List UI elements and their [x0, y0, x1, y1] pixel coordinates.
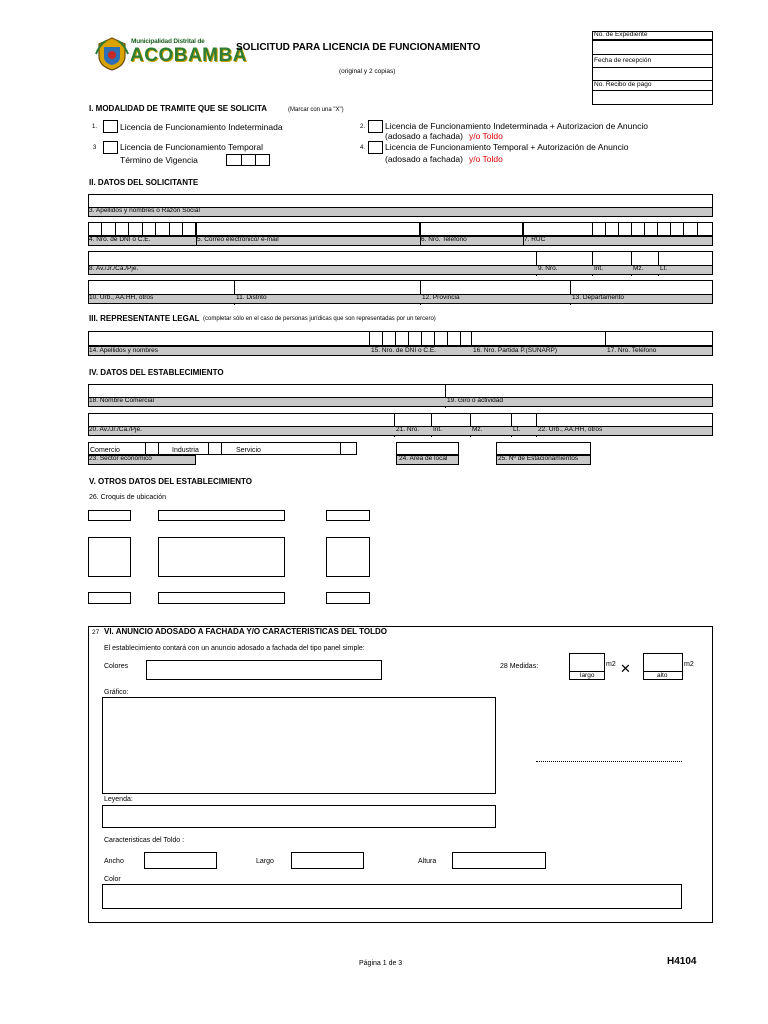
option-4-label: Licencia de Funcionamiento Temporal + Autorización de Anuncio — [385, 142, 629, 152]
logo-text-main: ACOBAMBA — [130, 45, 247, 66]
option-2-number: 2. — [360, 124, 366, 130]
leyenda-label: Leyenda: — [104, 796, 133, 803]
colores-label: Colores — [104, 663, 129, 670]
form-code: H4104 — [667, 956, 697, 967]
option-2-label-b: (adosado a fachada) — [385, 131, 463, 141]
section-3-note: (completar sólo en el caso de personas jurídicas que son representadas por un tercero) — [203, 316, 436, 322]
recibo-input[interactable] — [593, 91, 712, 104]
area-local-label: 24. Area de local — [399, 455, 448, 462]
alto-m2: m2 — [684, 661, 694, 668]
razon-social-label: 3. Apellidos y nombres o Razón Social — [89, 207, 200, 214]
estacionamientos-label: 25. Nº de Estacionamientos — [498, 455, 579, 462]
section-3-title: III. REPRESENTANTE LEGAL — [89, 314, 200, 323]
representante-input[interactable] — [88, 331, 713, 346]
direccion-input[interactable] — [88, 251, 713, 266]
partida-label: 16. Nro. Partida P.(SUNARP) — [473, 347, 558, 354]
page-number: Página 1 de 3 — [359, 960, 403, 967]
int-label: Int. — [594, 265, 604, 272]
section-4-title: IV. DATOS DEL ESTABLECIMIENTO — [89, 368, 224, 377]
option-1-number: 1. — [92, 124, 98, 130]
toldo-largo-label: Largo — [256, 858, 274, 865]
expediente-input[interactable] — [593, 41, 712, 53]
option-3-number: 3 — [93, 145, 97, 151]
estacionamientos-input[interactable] — [496, 442, 591, 455]
email-input[interactable] — [196, 222, 420, 236]
comercio-label: Comercio — [90, 447, 120, 454]
dni-label: 4. Nro. de DNI o C.E. — [89, 236, 151, 243]
leyenda-input[interactable] — [102, 805, 496, 828]
grafico-area[interactable] — [102, 697, 496, 794]
fecha-recepcion-input[interactable] — [593, 68, 712, 79]
largo-m2: m2 — [606, 661, 616, 668]
coat-of-arms-icon — [94, 36, 130, 72]
altura-input[interactable] — [452, 852, 546, 869]
representante-label: 14. Apellidos y nombres — [89, 347, 159, 354]
est-nro-label: 21. Nro. — [396, 426, 420, 433]
nro-label: 9. Nro. — [538, 265, 558, 272]
option-3-label: Licencia de Funcionamiento Temporal — [120, 142, 264, 152]
urbanizacion-label: 10. Urb., AA.HH, otros — [89, 294, 154, 301]
anuncio-intro: El establecimiento contará con un anuncio adosado a fachada del tipo panel simple: — [104, 645, 365, 652]
ancho-input[interactable] — [144, 852, 217, 869]
lt-label: Lt. — [660, 265, 668, 272]
servicio-checkbox[interactable] — [340, 442, 357, 455]
section-1-title: I. MODALIDAD DE TRAMITE QUE SE SOLICITA — [89, 104, 268, 113]
servicio-label: Servicio — [236, 447, 261, 454]
section-6-number: 27 — [92, 629, 100, 636]
telefono-label: 6. Nro. Teléfono — [421, 236, 467, 243]
option-4-checkbox[interactable] — [368, 141, 383, 154]
toldo-largo-input[interactable] — [291, 852, 364, 869]
grafico-label: Gráfico: — [104, 689, 129, 696]
option-3-checkbox[interactable] — [103, 141, 118, 154]
ruc-label: 7. RUC — [524, 236, 546, 243]
color-input[interactable] — [102, 884, 682, 909]
est-int-label: Int. — [433, 426, 443, 433]
recibo-label: No. Recibo de pago — [594, 81, 652, 88]
color-label: Color — [104, 876, 121, 883]
razon-social-input[interactable] — [88, 194, 713, 208]
medidas-label: 28 Medidas: — [500, 663, 539, 670]
section-1-note: (Marcar con una "X") — [288, 107, 344, 113]
logo-text-top: Municipalidad Distrital de — [131, 38, 205, 45]
option-1-checkbox[interactable] — [103, 120, 118, 133]
expediente-label: No. de Expediente — [594, 31, 648, 38]
section-2-title: II. DATOS DEL SOLICITANTE — [89, 178, 199, 187]
sector-economico-box — [88, 442, 357, 455]
largo-label: largo — [580, 672, 595, 679]
industria-label: Industria — [172, 447, 199, 454]
nombre-comercial-label: 18. Nombre Comercial — [89, 397, 155, 404]
form-subtitle: (original y 2 copias) — [339, 68, 396, 75]
est-mz-label: Mz. — [472, 426, 483, 433]
mz-label: Mz. — [633, 265, 644, 272]
croquis-mid-left[interactable] — [88, 537, 131, 577]
est-urb-label: 22. Urb., AA.HH, otros — [538, 426, 603, 433]
option-4-number: 4. — [360, 145, 366, 151]
option-1-label: Licencia de Funcionamiento Indeterminada — [120, 122, 283, 132]
email-label: 5. Correo electronico/ e-mail — [197, 236, 279, 243]
fecha-recepcion-label: Fecha de recepción — [594, 57, 652, 64]
vigencia-input[interactable] — [226, 154, 270, 166]
est-lt-label: Lt. — [513, 426, 521, 433]
option-4-label-b: (adosado a fachada) — [385, 154, 463, 164]
caracteristicas-label: Caracteristicas del Toldo : — [104, 837, 185, 844]
option-3-vigencia: Término de Vigencia — [120, 155, 198, 165]
altura-label: Altura — [418, 858, 437, 865]
giro-label: 19. Giro o actividad — [447, 397, 504, 404]
croquis-top-right[interactable] — [326, 510, 370, 521]
option-2-label: Licencia de Funcionamiento Indeterminada + Autorizacion de Anuncio — [385, 121, 648, 131]
urbanizacion-input[interactable] — [88, 280, 713, 295]
option-4-toldo: y/o Toldo — [469, 154, 503, 164]
municipality-logo — [94, 35, 247, 73]
croquis-bottom-right[interactable] — [326, 592, 370, 604]
distrito-label: 11. Distrito — [236, 294, 267, 301]
croquis-bottom-center[interactable] — [158, 592, 285, 604]
industria-checkbox[interactable] — [208, 442, 222, 455]
largo-input[interactable] — [569, 653, 605, 672]
croquis-bottom-left[interactable] — [88, 592, 131, 604]
colores-input[interactable] — [146, 660, 382, 680]
est-direccion-input[interactable] — [88, 413, 713, 427]
croquis-mid-center[interactable] — [158, 537, 285, 577]
form-title: SOLICITUD PARA LICENCIA DE FUNCIONAMIENTO — [236, 42, 481, 53]
rep-telefono-label: 17. Nro. Teléfono — [607, 347, 657, 354]
telefono-input[interactable] — [420, 222, 523, 236]
croquis-label: 26. Croquis de ubicación — [89, 494, 167, 501]
section-5-title: V. OTROS DATOS DEL ESTABLECIMIENTO — [89, 477, 252, 486]
direccion-label: 8. Av./Jr./Ca./Pje. — [89, 265, 139, 272]
section-6-title: VI. ANUNCIO ADOSADO A FACHADA Y/O CARACTERISTICAS DEL TOLDO — [104, 627, 387, 636]
area-local-input[interactable] — [396, 442, 459, 455]
alto-label: alto — [657, 672, 668, 679]
ancho-label: Ancho — [104, 858, 124, 865]
croquis-mid-right[interactable] — [326, 537, 370, 577]
rep-dni-label: 15. Nro. de DNI o C.E. — [371, 347, 437, 354]
croquis-top-left[interactable] — [88, 510, 131, 521]
nombre-comercial-input[interactable] — [88, 384, 713, 398]
croquis-top-center[interactable] — [158, 510, 285, 521]
provincia-label: 12. Provincia — [422, 294, 460, 301]
option-2-checkbox[interactable] — [368, 120, 383, 133]
comercio-checkbox[interactable] — [145, 442, 159, 455]
alto-input[interactable] — [643, 653, 683, 672]
dotted-line — [536, 761, 682, 762]
departamento-label: 13. Departamento — [572, 294, 625, 301]
option-2-toldo: y/o Toldo — [469, 131, 503, 141]
sector-economico-label: 23. Sector económico — [89, 455, 152, 462]
est-direccion-label: 20. Av./Jr./Ca./Pje. — [89, 426, 142, 433]
times-icon: ✕ — [620, 661, 631, 676]
